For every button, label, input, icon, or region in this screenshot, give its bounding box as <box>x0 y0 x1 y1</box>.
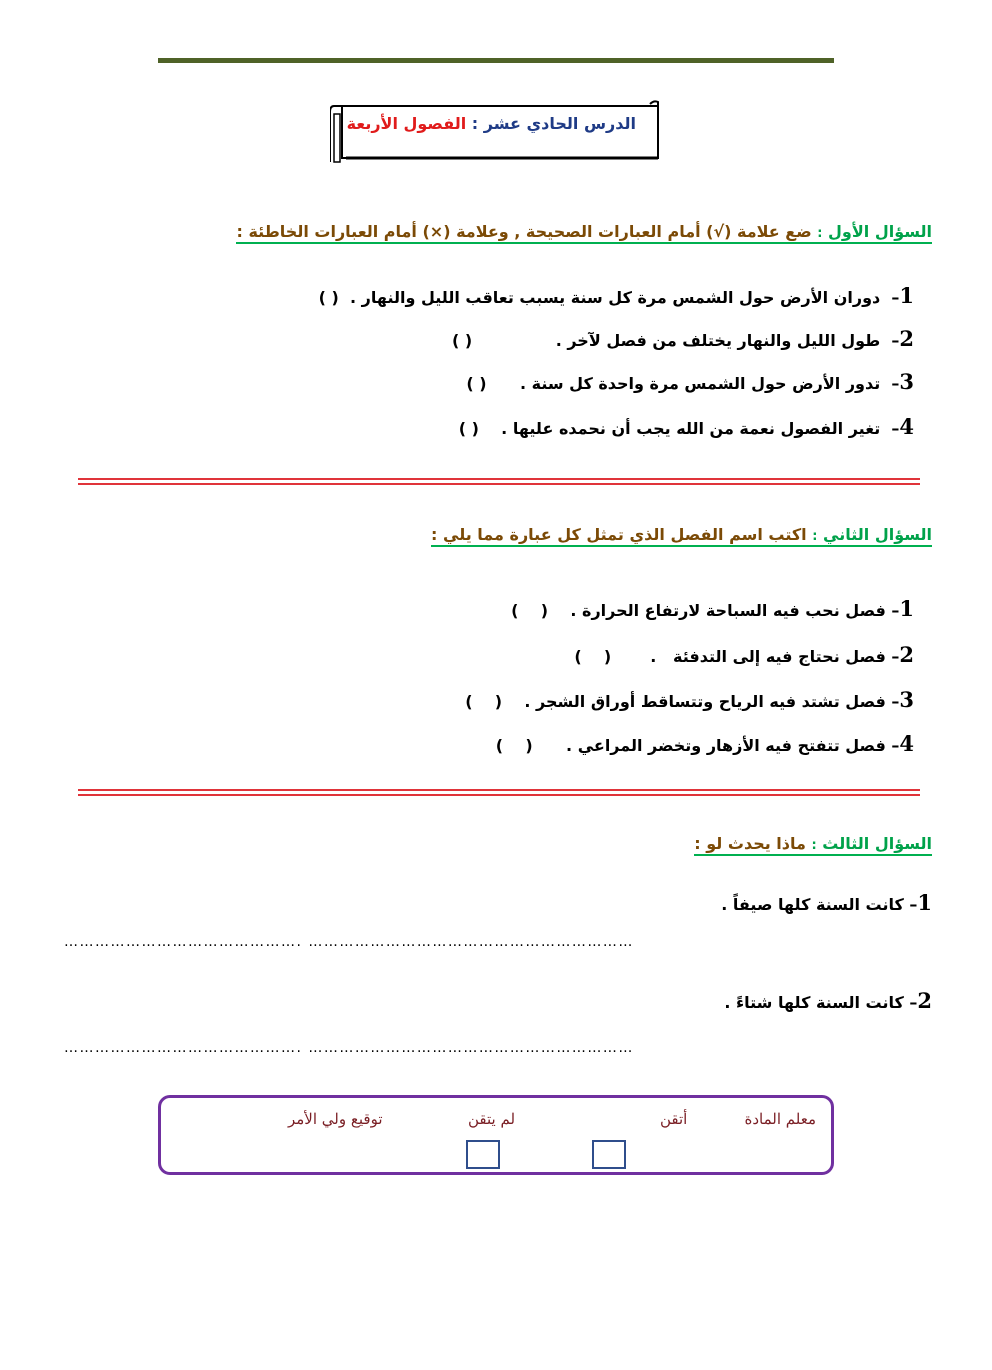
q2-item-number: 2 <box>899 642 914 667</box>
section-divider <box>78 478 920 485</box>
not-mastered-checkbox[interactable] <box>466 1140 500 1169</box>
q2-item-number: 1 <box>899 596 914 621</box>
q3-tail: : <box>694 834 701 853</box>
q1-item <box>319 283 914 308</box>
q1-instruction: ضع علامة (√) أمام العبارات الصحيحة , وعلامة (×) أمام العبارات الخاطئة <box>248 222 812 241</box>
q3-heading <box>694 834 932 856</box>
q1-item-number: 3 <box>899 369 914 394</box>
q1-item-number: 1 <box>899 283 914 308</box>
q2-item <box>574 642 914 667</box>
mastered-label: أتقن <box>660 1110 688 1128</box>
q1-heading <box>236 222 932 244</box>
section-divider <box>78 789 920 796</box>
teacher-label: معلم المادة <box>744 1110 816 1128</box>
q1-item-text: – تغير الفصول نعمة من الله يجب أن نحمده عليها . ( ) <box>458 419 900 438</box>
q1-item-text: – طول الليل والنهار يختلف من فصل لآخر . ( ) <box>451 331 900 350</box>
q2-item <box>465 687 914 712</box>
q2-tail: : <box>431 525 438 544</box>
q1-item <box>452 326 914 351</box>
answer-line[interactable]: ………………………………………. ……………………………………………………… <box>64 1040 634 1056</box>
q2-item-text: – فصل نحب فيه السباحة لارتفاع الحرارة . ( ) <box>511 601 900 620</box>
not-mastered-label: لم يتقن <box>468 1110 516 1128</box>
q1-item-text: – تدور الأرض حول الشمس مرة واحدة كل سنة . ( ) <box>466 374 900 393</box>
q2-label: السؤال الثاني <box>823 525 932 544</box>
lesson-topic: الفصول الأربعة <box>346 114 467 133</box>
q3-separator: : <box>811 838 817 853</box>
q2-item <box>511 596 914 621</box>
q1-separator: : <box>817 226 823 241</box>
q2-separator: : <box>812 529 818 544</box>
q2-heading <box>431 525 932 547</box>
q1-label: السؤال الأول <box>828 222 932 241</box>
q3-label: السؤال الثالث <box>822 834 932 853</box>
lesson-title-banner <box>330 100 662 164</box>
q2-item-text: – فصل تشتد فيه الرياح وتتساقط أوراق الشجر . ( ) <box>465 692 900 711</box>
q3-item <box>721 890 932 915</box>
q3-item <box>724 988 932 1013</box>
q3-item-number: 2 <box>917 988 932 1013</box>
q3-item-number: 1 <box>917 890 932 915</box>
answer-line[interactable]: ………………………………………. ……………………………………………………… <box>64 934 634 950</box>
q1-item <box>459 414 914 439</box>
lesson-title <box>347 114 636 133</box>
q2-item <box>496 731 914 756</box>
lesson-prefix: الدرس الحادي عشر <box>483 114 636 133</box>
top-divider-line <box>158 58 834 63</box>
q1-item <box>466 369 914 394</box>
q2-item-number: 4 <box>899 731 914 756</box>
q3-item-text: – كانت السنة كلها صيفاً . <box>721 895 918 914</box>
lesson-separator: : <box>471 114 479 133</box>
q2-item-text: – فصل نحتاج فيه إلى التدفئة . ( ) <box>574 647 900 666</box>
guardian-signature-label: توقيع ولي الأمر <box>288 1110 383 1128</box>
q3-instruction: ماذا يحدث لو <box>706 834 806 853</box>
mastered-checkbox[interactable] <box>592 1140 626 1169</box>
q2-item-text: – فصل تتفتح فيه الأزهار وتخضر المراعي . ( ) <box>495 736 900 755</box>
q1-item-number: 2 <box>899 326 914 351</box>
q1-item-text: – دوران الأرض حول الشمس مرة كل سنة يسبب تعاقب الليل والنهار . ( ) <box>318 288 900 307</box>
q2-item-number: 3 <box>899 687 914 712</box>
q3-item-text: – كانت السنة كلها شتاءً . <box>724 993 918 1012</box>
q2-instruction: اكتب اسم الفصل الذي تمثل كل عبارة مما يلي <box>443 525 807 544</box>
q1-tail: : <box>236 222 243 241</box>
q1-item-number: 4 <box>899 414 914 439</box>
